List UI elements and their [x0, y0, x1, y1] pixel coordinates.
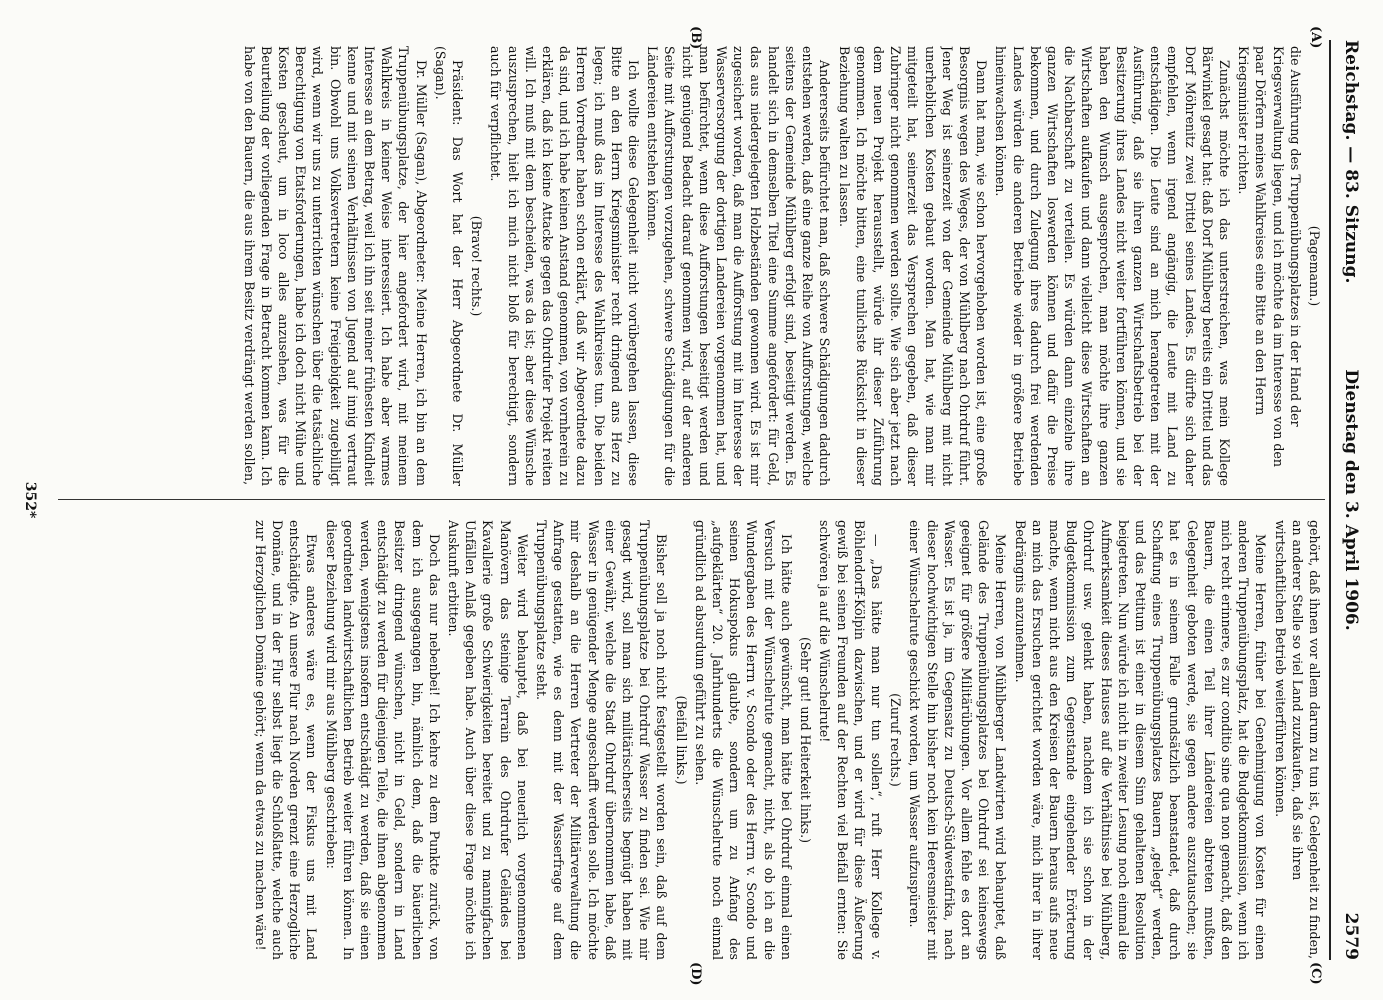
paragraph: gehört, daß ihnen vor allem darum zu tun ist, Gelegenheit zu finden, an anderer Stelle so viel Land zuzukaufen, daß sie ihren wirtschaftlichen Betrieb weiterführen können. [1272, 520, 1322, 960]
applause-note: (Beifall links.) [673, 695, 689, 785]
paragraph: Zunächst möchte ich das unterstreichen, was mein Kollege Bärwinkel gesagt hat: daß Dorf Mühlberg bereits ein Drittel und das Dorf Möhrenitz zwei Drittel seines Landes. Es dürfte sich daher empfehlen, wenn irgend angängig, die Leute mit Land zu entschädigen. Die Leute sind an mich herangetreten mit der Ausführung, daß sie ihren ganzen Wirtschaftsbetrieb bei der Besitzerung ihres Landes nicht weiter fortführen können, und sie haben den Wunsch ausgesprochen, man möchte ihre ganzen Wirtschaften aufkaufen und dann vielleicht diese Wirtschaften an die Nachbarschaft zu verteilen. Es würden dann einzelne ihre ganzen Wirtschaften loswerden können und dafür die Preise bekommen, und durch Zulegung ihres dadurch frei werdenden Landes würden die anderen Betriebe wieder in größere Betriebe hineinwachsen können. [993, 46, 1232, 486]
page-header [1329, 40, 1365, 960]
left-column [70, 46, 1323, 486]
header-session: Reichstag. — 83. Sitzung. [1341, 40, 1361, 284]
paragraph: Ich hätte auch gewünscht, man hätte bei Ohrdruf einmal einen Versuch mit der Wünschelrute gemacht, nicht, als ob ich an die Wundergaben des Herrn v. Scondo oder des Herrn v. Scondo und seinen Hokuspokus glaubte, sondern um zu Anfang des „aufgeklärten“ 20. Jahrhunderts die Wünschelrute noch einmal gründlich ad absurdum geführt zu sehen. [692, 520, 794, 960]
paragraph: Bisher soll ja noch nicht festgestellt worden sein, daß auf dem Truppenübungsplatze bei Ohrdruf Wasser zu finden sei. Wie mir gesagt wird, soll man sich militärischerseits begnügt haben mit einer Gewähr, welche die Stadt Ohrdruf übernommen habe, daß Wasser in genügender Menge angeschafft werden solle. Ich möchte mir deshalb an die Herren Vertreter der Militärverwaltung die Anfrage gestatten, wie es denn mit der Wasserfrage auf dem Truppenübungsplatze steht. [534, 520, 670, 960]
right-column [70, 520, 1323, 960]
paragraph: Ich wollte diese Gelegenheit nicht vorübergehen lassen, diese Bitte an den Herrn Kriegsminister recht dringend ans Herz zu legen; ich muß das im Interesse des Wahlkreises tun. Die beiden Herren Vorredner haben schon erklärt, daß wir Abgeordnete dazu da sind, und ich habe keinen Anstand genommen, von vornherein zu erklären, daß ich keine Attacke gegen das Ohrdrufer Projekt reiten will. Ich muß mit dem bescheiden, was da ist; aber diese Wünsche auszusprechen, hielt ich mich nicht bloß für berechtigt, sondern auch für verpflichtet. [488, 46, 642, 486]
paragraph: Dr. Müller (Sagan), Abgeordneter: Meine Herren, ich bin an dem Truppenübungsplatze, der hier angefordert wird, mit meinem Wahlkreis in keiner Weise interessiert. Ich habe aber warmes Interesse an dem Betrag, weil ich ihn seit meiner frühesten Kindheit kenne und mit seinen Verhältnissen von Jugend auf innig vertraut bin. Obwohl uns Volksvertretern keine Freigiebigkeit zugebilligt wird, wenn wir uns zu unterrichten wünschen über die tatsächliche Berechtigung von Etatsforderungen, habe ich doch nicht Mühe und Kosten gescheut, um in loco alles anzusehen, was für die Beurteilung der vorliegenden Frage in Betracht kommen kann. Ich habe von den Bauern, die aus ihrem Besitz verdrängt werden sollen, [241, 46, 429, 486]
paragraph: Doch das nur nebenbei! Ich kehre zu dem Punkte zurück, von dem ich ausgegangen bin, nämlich dem, daß die bäuerlichen Besitzer dringend wünschen, nicht in Geld, sondern in Land entschädigt zu werden für diejenigen Teile, die ihnen abgenommen werden, wenigstens insofern entschädigt zu werden, daß sie einen geordneten landwirtschaftlichen Betrieb weiter führen können. In dieser Beziehung wird mir aus Mühlberg geschrieben: [323, 520, 442, 960]
margin-marker-a: (A) [1308, 26, 1323, 49]
header-page-number: 2579 [1341, 912, 1361, 960]
margin-marker-b: (B) [688, 26, 703, 50]
column-divider [58, 499, 1325, 500]
paragraph: die Ausführung des Truppenübungsplatzes in der Hand der Kriegsverwaltung liegen, und ich möchte da im Interesse von den paar Dörfern meines Wahlkreises eine Bitte an den Herrn Kriegsminister richten. [1236, 46, 1303, 467]
paragraph: — „Das hätte man nur tun sollen“, ruft Herr Kollege v. Böhlendorff-Kölpin dazwischen, und er wird für diese Äußerung gewiß bei seinen Freunden auf der Rechten viel Beifall ernten: Sie schwören ja auf die Wünschelrute! [817, 520, 884, 960]
paragraph: Meine Herren, früher bei Genehmigung von Kosten für einen anderen Truppenübungsplatz, hat die Budgetkommission, wenn ich mich recht erinnere, es zur conditio sine qua non gemacht, daß den Bauern, die einen Teil ihrer Ländereien abtreten mußten, Gelegenheit geboten werde, sie gegen andere auszutauschen; sie hat es in seinem Falle grundsätzlich beanstandet, daß durch Schaffung eines Truppenübungsplatzes Bauern „gelegt“ werden, und das Petitum ist einer in diesem Sinn gehaltenen Resolution beigetreten. Nun würde ich nicht in zweiter Lesung noch einmal die Aufmerksamkeit dieses Hauses auf die Verhältnisse bei Mühlberg, Ohrdruf usw. gelenkt haben, nachdem ich sie schon in der Budgetkommission zum Gegenstande eingehender Erörterung machte, wenn nicht aus den Kreisen der Bauern heraus aufs neue an mich das Ersuchen gerichtet worden wäre, mich ihrer in ihrer Bedrängnis anzunehmen. [1012, 520, 1269, 960]
margin-marker-c: (C) [1308, 962, 1323, 985]
footer-page-number: 352* [22, 481, 38, 519]
paragraph: Etwas anderes wäre es, wenn der Fiskus uns mit Land entschädigte. An unsere Flur nach Norden grenzt eine Herzogliche Domäne, und in der Flur selbst liegt die Schloßlatte, welche auch zur Herzoglichen Domäne gehört; wenn da etwas zu machen wäre! [252, 520, 320, 960]
speaker-tag: (Pagemann.) [1307, 225, 1322, 307]
header-date: Dienstag den 3. April 1906. [1341, 369, 1361, 631]
paragraph: Andererseits befürchtet man, daß schwere Schädigungen dadurch entstehen werden, daß eine ganze Reihe von Aufforstungen, welche seitens der Gemeinde Mühlberg erfolgt sind, beseitigt werden. Es handelt sich in demselben Titel eine Summe angefordert: für Geld, das aus niedergelegten Holzbeständen gewonnen wird. Es ist mir zugesichert worden, daß man die Aufforstung mit im Interesse der Wasserversorgung der dortigen Landereien vorgenommen hat, und man befürchtet, wenn diese Aufforstungen beseitigt werden und nicht genügend Bedacht darauf genommen wird, auf der anderen Seite mit Aufforstungen vorzugehen, schwere Schädigungen für die Ländereien entstehen können. [645, 46, 833, 486]
applause-note: (Sehr gut! und Heiterkeit links.) [798, 636, 814, 844]
paragraph: Dann hat man, wie schon hervorgehoben worden ist, eine große Besorgnis wegen des Weges, der von Mühlberg nach Ohrdruf führt. Jener Weg ist seinerzeit von der Gemeinde Mühlberg mit nicht unerheblichen Kosten gebaut worden. Man hat, wie man mir mitgeteilt hat, seinerzeit das Versprechen gegeben, daß dieser Zubringer nicht genommen werden sollte. Wie sich aber jetzt nach dem neuen Projekt herausstellt, würde ihr dieser Zuführung genommen. Ich möchte bitten, eine tunlichste Rücksicht in dieser Beziehung walten zu lassen. [836, 46, 990, 486]
interjection-note: (Zuruf rechts.) [888, 693, 904, 787]
paragraph: Meine Herren, von Mühlberger Landwirten wird behauptet, daß Gelände des Truppenübungsplatzes bei Ohrdruf sei keineswegs geeignet für größere Militärübungen. Vor allem fehle es dort an Wasser. Es ist ja, im Gegensatz zu Deutsch-Südwestafrika, nach dieser hochwichtigen Stelle hin bisher noch kein Heeresmeister mit einer Wünschelrute geschickt worden, um Wasser aufzuspüren. [907, 520, 1009, 960]
president-line: Präsident: Das Wort hat der Herr Abgeordnete Dr. Müller (Sagan). [432, 46, 466, 486]
paragraph: Weiter wird behauptet, daß bei neuerlich vorgenommenen Manövern das steinige Terrain des Ohrdrufer Geländes bei Kavallerie große Schwierigkeiten bereitet und zu mannigfachen Unfällen Anlaß gegeben habe. Auch über diese Frage möchte ich Auskunft erbitten. [446, 520, 530, 960]
margin-marker-d: (D) [688, 962, 703, 986]
applause-note: (Bravo! rechts.) [469, 215, 485, 317]
